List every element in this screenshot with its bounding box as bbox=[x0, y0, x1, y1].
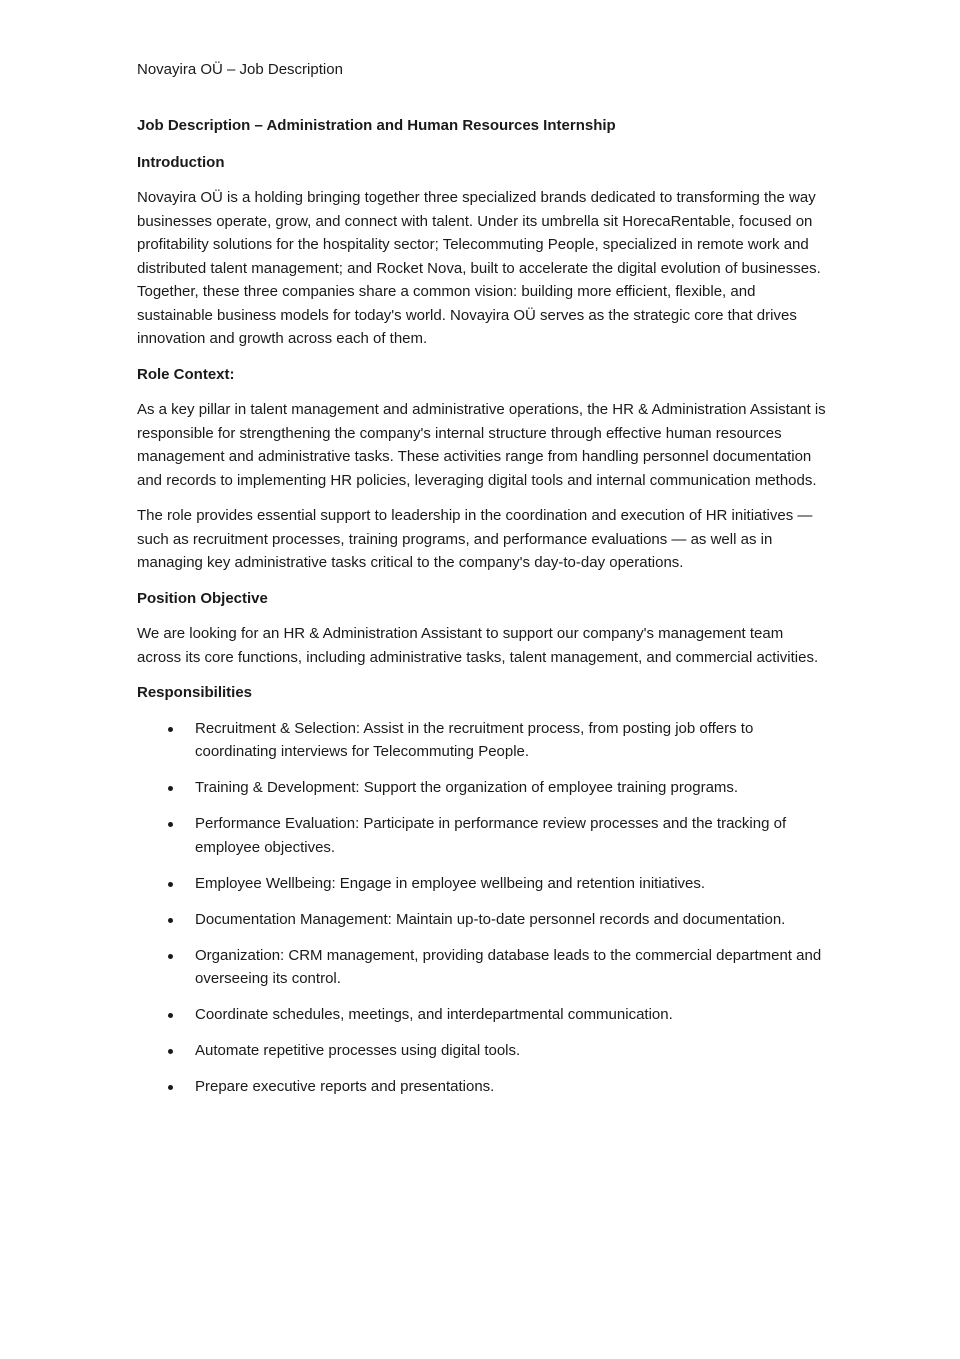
bullet-icon bbox=[168, 822, 173, 827]
document-title: Job Description – Administration and Human Resources Internship bbox=[137, 117, 616, 134]
bullet-icon bbox=[168, 918, 173, 923]
list-item-text: Documentation Management: Maintain up-to-date personnel records and documentation. bbox=[195, 910, 786, 928]
list-item-text: Prepare executive reports and presentations. bbox=[195, 1078, 495, 1095]
list-item-text: Coordinate schedules, meetings, and interdepartmental communication. bbox=[195, 1006, 673, 1023]
list-item bbox=[137, 776, 827, 800]
list-item-text: Recruitment & Selection: Assist in the recruitment process, from posting job offers to coordinating interviews for Telecommuting People. bbox=[195, 719, 754, 760]
responsibilities-heading: Responsibilities bbox=[137, 684, 253, 701]
document-body bbox=[137, 114, 827, 1111]
bullet-icon bbox=[168, 1049, 173, 1054]
introduction-heading: Introduction bbox=[137, 153, 225, 171]
list-item-text: Organization: CRM management, providing database leads to the commercial department and overseeing its control. bbox=[195, 946, 822, 987]
list-item-text: Performance Evaluation: Participate in performance review processes and the tracking of employee objectives. bbox=[195, 815, 787, 856]
bullet-icon bbox=[168, 882, 173, 887]
bullet-icon bbox=[168, 727, 173, 732]
list-item bbox=[137, 944, 827, 991]
list-item bbox=[137, 717, 827, 764]
list-item bbox=[137, 872, 827, 896]
introduction-paragraph: Novayira OÜ is a holding bringing together three specialized brands dedicated to transforming the way businesses operate, grow, and connect with talent. Under its umbrella sit HorecaRentable, focused on profitability solutions for the hospitality sector; Telecommuting People, specialized in remote work and distributed talent management; and Rocket Nova, built to accelerate the digital evolution of businesses. Together, these three companies share a common vision: building more efficient, flexible, and sustainable business models for today's world. Novayira OÜ serves as the strategic core that drives innovation and growth across each of them. bbox=[137, 189, 821, 347]
position-objective-heading: Position Objective bbox=[137, 589, 268, 607]
bullet-icon bbox=[168, 1085, 173, 1090]
list-item-text: Employee Wellbeing: Engage in employee wellbeing and retention initiatives. bbox=[195, 874, 706, 892]
list-item-text: Automate repetitive processes using digital tools. bbox=[195, 1042, 521, 1059]
role-context-paragraph-2: The role provides essential support to leadership in the coordination and execution of HR initiatives — such as recruitment processes, training programs, and performance evaluations — as well as in managing key administrative tasks critical to the company's day-to-day operations. bbox=[137, 507, 813, 571]
role-context-paragraph-1: As a key pillar in talent management and administrative operations, the HR & Administration Assistant is responsible for strengthening the company's internal structure through effective human resources management and administrative tasks. These activities range from handling personnel documentation and records to implementing HR policies, leveraging digital tools and internal communication methods. bbox=[137, 401, 826, 489]
role-context-heading: Role Context: bbox=[137, 365, 235, 383]
bullet-icon bbox=[168, 786, 173, 791]
responsibilities-list bbox=[137, 717, 827, 1099]
list-item bbox=[137, 1075, 827, 1099]
list-item-text: Training & Development: Support the organization of employee training programs. bbox=[195, 779, 739, 796]
list-item bbox=[137, 908, 827, 932]
position-objective-paragraph: We are looking for an HR & Administration Assistant to support our company's management team across its core functions, including administrative tasks, talent management, and commercial activities. bbox=[137, 625, 819, 666]
list-item bbox=[137, 812, 827, 859]
page-header: Novayira OÜ – Job Description bbox=[137, 61, 343, 78]
list-item bbox=[137, 1039, 827, 1063]
bullet-icon bbox=[168, 1013, 173, 1018]
list-item bbox=[137, 1003, 827, 1027]
bullet-icon bbox=[168, 954, 173, 959]
